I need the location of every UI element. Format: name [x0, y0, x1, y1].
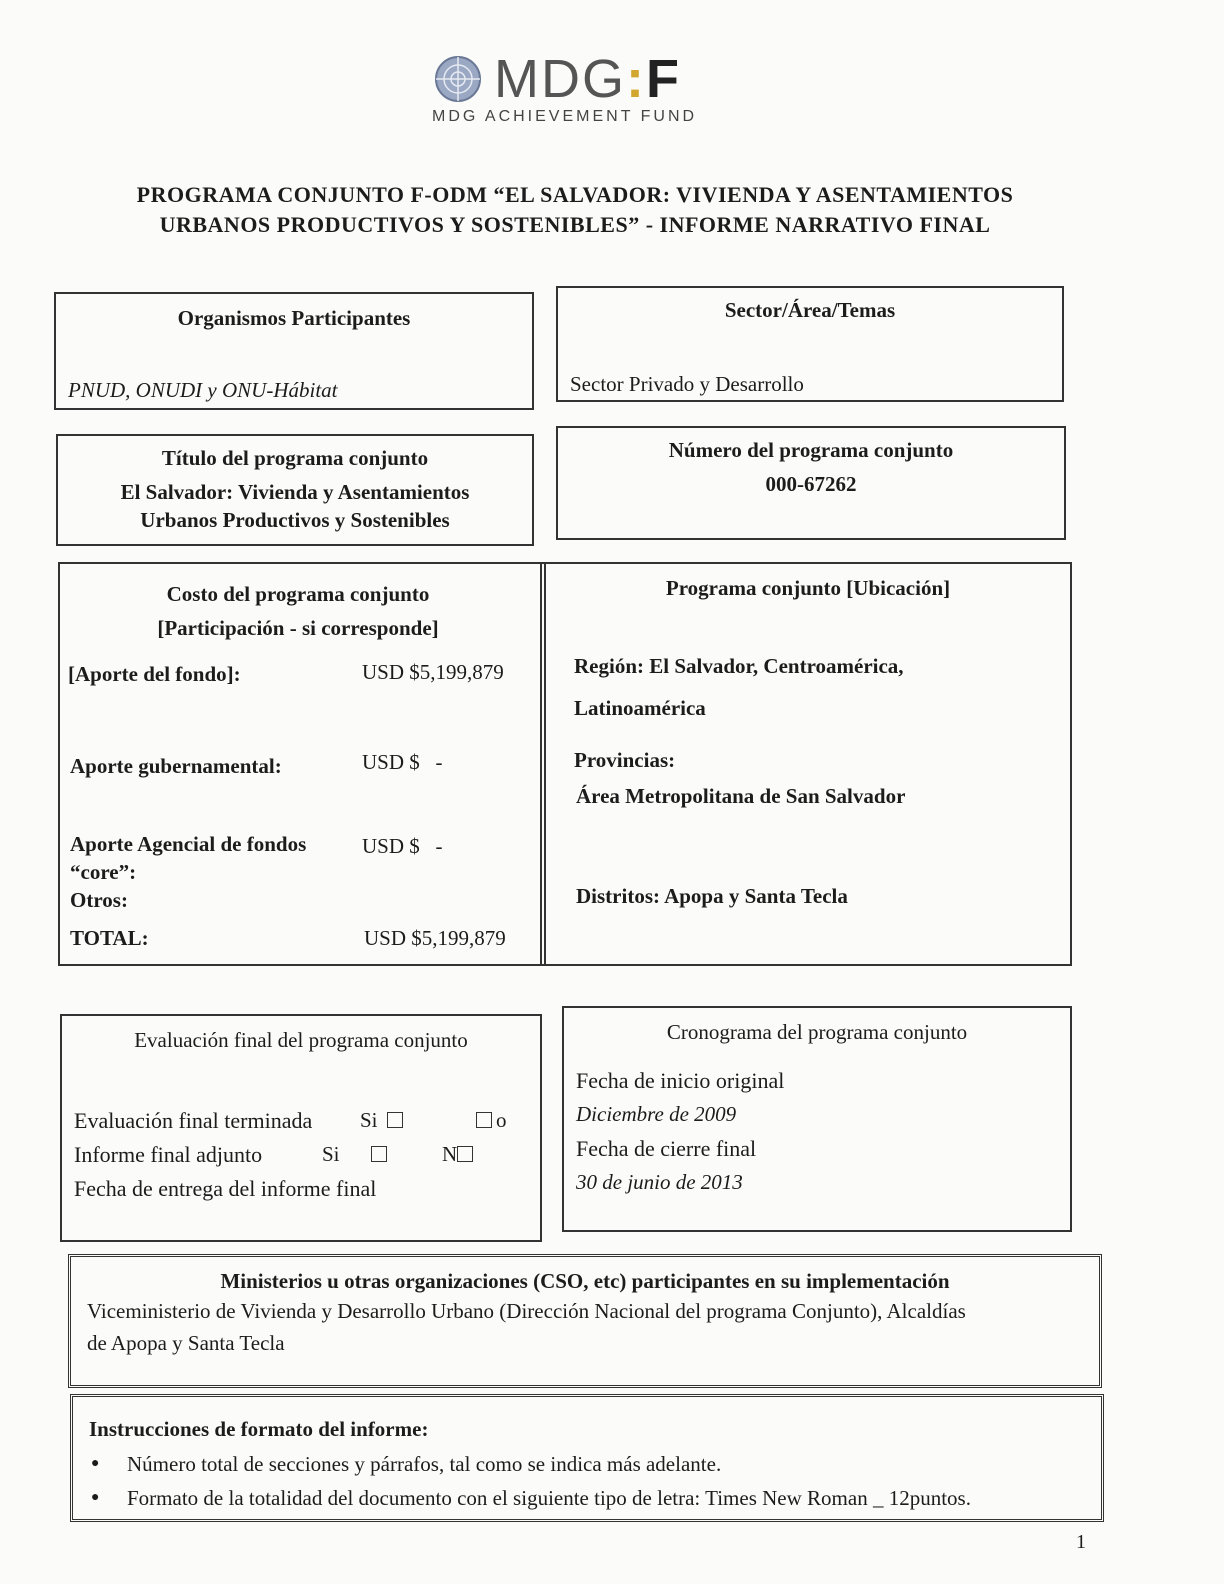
organismos-box	[54, 292, 534, 410]
costo-header-2: [Participación - si corresponde]	[157, 616, 439, 640]
aporte-core-label-1: Aporte Agencial de fondos	[70, 832, 307, 856]
column-divider-2	[544, 564, 546, 964]
evaluacion-no-option[interactable]	[472, 1108, 507, 1133]
evaluacion-header: Evaluación final del programa conjunto	[134, 1028, 468, 1052]
aporte-fondo-value: USD $5,199,879	[362, 660, 504, 684]
inicio-value: Diciembre de 2009	[576, 1102, 737, 1126]
numero-box	[556, 426, 1066, 540]
fecha-entrega-label: Fecha de entrega del informe final	[74, 1176, 377, 1201]
checkbox-si[interactable]	[387, 1112, 403, 1128]
checkbox-no[interactable]	[476, 1112, 492, 1128]
checkbox-adjunto-no[interactable]	[457, 1146, 473, 1162]
no-suffix-label: o	[496, 1108, 507, 1132]
page-number: 1	[1076, 1531, 1086, 1553]
ministerios-line-2: de Apopa y Santa Tecla	[87, 1331, 285, 1355]
aporte-gubernamental-label: Aporte gubernamental:	[70, 754, 282, 778]
evaluacion-si-option[interactable]	[360, 1108, 407, 1133]
numero-header: Número del programa conjunto	[668, 438, 954, 462]
organismos-value: PNUD, ONUDI y ONU-Hábitat	[68, 378, 338, 402]
aporte-gubernamental-value: USD $ -	[362, 750, 443, 774]
logo-subtitle: MDG ACHIEVEMENT FUND	[432, 108, 698, 125]
ubicacion-header: Programa conjunto [Ubicación]	[665, 576, 951, 600]
title-line-1: PROGRAMA CONJUNTO F-ODM “EL SALVADOR: VIVIENDA Y ASENTAMIENTOS	[136, 182, 1014, 207]
sector-value: Sector Privado y Desarrollo	[570, 372, 804, 396]
total-label: TOTAL:	[70, 926, 149, 950]
aporte-core-label-2: “core”:	[70, 860, 137, 884]
titulo-box	[56, 434, 534, 546]
evaluacion-box	[60, 1014, 542, 1242]
instrucciones-header: Instrucciones de formato del informe:	[89, 1417, 429, 1441]
ministerios-line-1: Viceministerio de Vivienda y Desarrollo Urbano (Dirección Nacional del programa Conjunto), Alcaldías	[87, 1299, 966, 1323]
otros-label: Otros:	[70, 888, 128, 912]
costo-ubicacion-box	[58, 562, 1072, 966]
titulo-line-1: El Salvador: Vivienda y Asentamientos	[120, 480, 470, 504]
checkbox-adjunto-si[interactable]	[371, 1146, 387, 1162]
instruccion-item: ● Número total de secciones y párrafos, tal como se indica más adelante.	[77, 1447, 1091, 1481]
adjunto-si-label: Si	[322, 1142, 340, 1166]
titulo-header: Título del programa conjunto	[161, 446, 429, 470]
region-line-1: Región: El Salvador, Centroamérica,	[574, 654, 904, 678]
provincias-label: Provincias:	[574, 748, 676, 772]
instrucciones-box	[70, 1394, 1104, 1522]
total-value: USD $5,199,879	[364, 926, 506, 950]
ministerios-header: Ministerios u otras organizaciones (CSO, etc) participantes en su implementación	[220, 1269, 950, 1293]
ministerios-box	[68, 1254, 1102, 1388]
si-label: Si	[360, 1108, 378, 1132]
column-divider	[540, 564, 542, 964]
evaluacion-terminada-label: Evaluación final terminada	[74, 1108, 313, 1133]
adjunto-si-option[interactable]	[322, 1142, 391, 1167]
sector-box	[556, 286, 1064, 402]
costo-header-1: Costo del programa conjunto	[166, 582, 430, 606]
adjunto-no-option[interactable]	[442, 1142, 477, 1167]
titulo-line-2: Urbanos Productivos y Sostenibles	[140, 508, 450, 532]
sector-header: Sector/Área/Temas	[724, 298, 896, 322]
cronograma-header: Cronograma del programa conjunto	[666, 1020, 968, 1044]
cierre-value: 30 de junio de 2013	[576, 1170, 743, 1194]
title-line-2: URBANOS PRODUCTIVOS Y SOSTENIBLES” - INFORME NARRATIVO FINAL	[159, 212, 991, 237]
instrucciones-list	[77, 1447, 1091, 1515]
cronograma-box	[562, 1006, 1072, 1232]
adjunto-no-label: N	[442, 1142, 458, 1166]
document-title	[80, 180, 1070, 240]
instruccion-item: ● Formato de la totalidad del documento con el siguiente tipo de letra: Times New Roman _ 12puntos.	[77, 1481, 1091, 1515]
un-globe-icon	[428, 54, 488, 104]
provincias-value: Área Metropolitana de San Salvador	[576, 784, 906, 808]
aporte-core-value: USD $ -	[362, 834, 443, 858]
distritos-value: Distritos: Apopa y Santa Tecla	[576, 884, 848, 908]
mdg-logo	[428, 50, 728, 130]
region-line-2: Latinoamérica	[574, 696, 706, 720]
inicio-label: Fecha de inicio original	[576, 1068, 785, 1093]
logo-wordmark: MDG:F	[494, 49, 681, 109]
numero-value: 000-67262	[765, 472, 857, 496]
cierre-label: Fecha de cierre final	[576, 1136, 757, 1161]
informe-adjunto-label: Informe final adjunto	[74, 1142, 263, 1167]
organismos-header: Organismos Participantes	[177, 306, 411, 330]
aporte-fondo-label: [Aporte del fondo]:	[68, 662, 241, 686]
